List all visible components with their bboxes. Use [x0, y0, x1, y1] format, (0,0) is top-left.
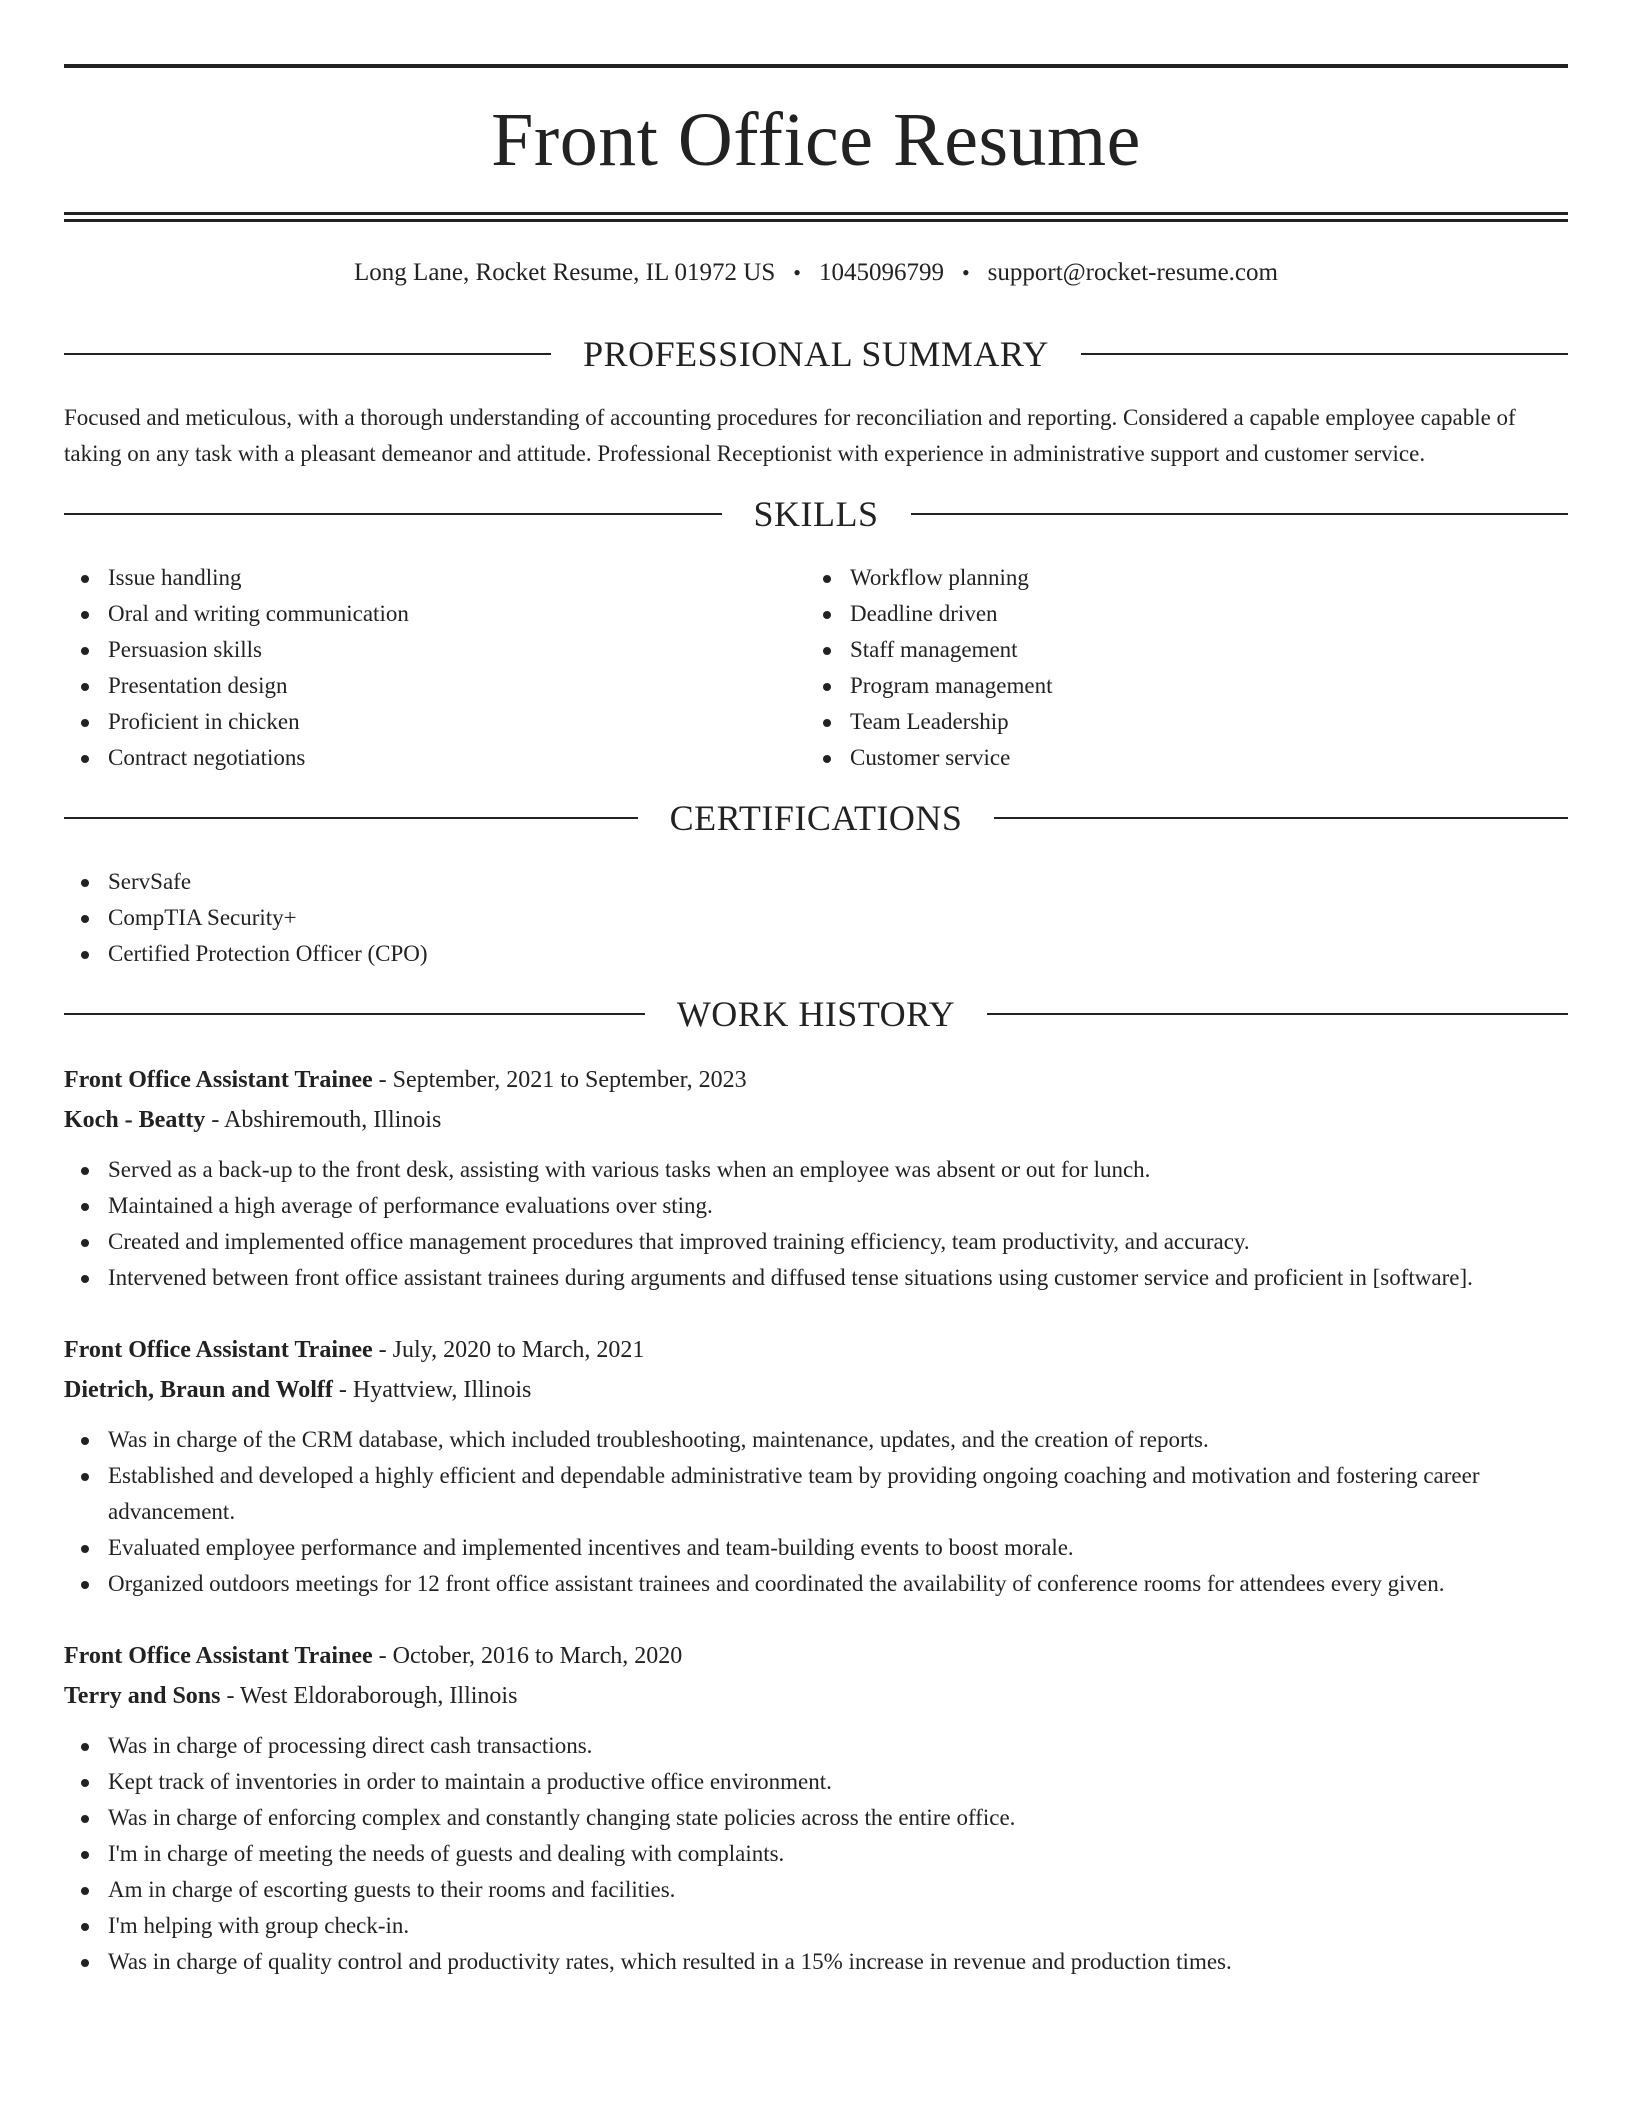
job-location: - Hyattview, Illinois	[332, 1377, 532, 1403]
skill-item: Team Leadership	[806, 704, 1548, 740]
job-duty-item: Was in charge of the CRM database, which included troubleshooting, maintenance, updates, and the creation of reports.	[64, 1422, 1568, 1458]
skill-item: Deadline driven	[806, 596, 1548, 632]
skills-grid	[64, 560, 1568, 776]
job-duty-item: Was in charge of quality control and productivity rates, which resulted in a 15% increase in revenue and production times.	[64, 1944, 1568, 1980]
job-title-line	[64, 1060, 1568, 1100]
job-duty-item: I'm helping with group check-in.	[64, 1908, 1568, 1944]
job-title: Front Office Assistant Trainee	[64, 1067, 373, 1093]
resume-title: Front Office Resume	[491, 98, 1141, 182]
job-title: Front Office Assistant Trainee	[64, 1643, 373, 1669]
job-duty-item: I'm in charge of meeting the needs of guests and dealing with complaints.	[64, 1836, 1568, 1872]
resume-page	[64, 64, 1568, 1980]
certification-item: CompTIA Security+	[64, 900, 1568, 936]
divider-line	[64, 353, 551, 355]
skill-item: Presentation design	[64, 668, 806, 704]
job-duty-item: Served as a back-up to the front desk, assisting with various tasks when an employee was absent or out for lunch.	[64, 1152, 1568, 1188]
skills-list-right	[806, 560, 1548, 776]
certification-item: Certified Protection Officer (CPO)	[64, 936, 1568, 972]
job-location: - West Eldoraborough, Illinois	[220, 1683, 518, 1709]
job-dates: - September, 2021 to September, 2023	[372, 1067, 747, 1093]
job-duty-item: Organized outdoors meetings for 12 front office assistant trainees and coordinated the availability of conference rooms for attendees every given.	[64, 1566, 1568, 1602]
work-history-heading: WORK HISTORY	[676, 994, 956, 1034]
divider-line	[994, 817, 1568, 819]
skills-section-header	[64, 494, 1568, 534]
contact-line	[64, 258, 1568, 288]
job-duty-item: Intervened between front office assistant trainees during arguments and diffused tense situations using customer service and proficient in [software].	[64, 1260, 1568, 1296]
job-duties-list	[64, 1728, 1568, 1980]
divider-line	[64, 513, 722, 515]
job-duty-item: Was in charge of enforcing complex and constantly changing state policies across the entire office.	[64, 1800, 1568, 1836]
summary-section-header	[64, 334, 1568, 374]
job-duty-item: Established and developed a highly efficient and dependable administrative team by providing ongoing coaching and motivation and fostering career advancement.	[64, 1458, 1568, 1530]
job-entry	[64, 1636, 1568, 1980]
job-company-line	[64, 1370, 1568, 1410]
job-title-line	[64, 1330, 1568, 1370]
job-company-line	[64, 1676, 1568, 1716]
job-company: Dietrich, Braun and Wolff	[64, 1377, 333, 1403]
job-entry	[64, 1330, 1568, 1602]
divider-line	[64, 817, 638, 819]
contact-email: support@rocket-resume.com	[987, 259, 1278, 286]
job-duty-item: Created and implemented office management procedures that improved training efficiency, team productivity, and accuracy.	[64, 1224, 1568, 1260]
skill-item: Persuasion skills	[64, 632, 806, 668]
summary-text: Focused and meticulous, with a thorough understanding of accounting procedures for reconciliation and reporting. Considered a capable employee capable of taking on any task with a pleasant demeanor and attitude. Professional Receptionist with experience in administrative support and customer service.	[64, 405, 1516, 466]
title-double-rule	[64, 212, 1568, 222]
job-duties-list	[64, 1152, 1568, 1296]
contact-address: Long Lane, Rocket Resume, IL 01972 US	[354, 259, 776, 286]
job-duty-item: Evaluated employee performance and implemented incentives and team-building events to boost morale.	[64, 1530, 1568, 1566]
divider-line	[911, 513, 1569, 515]
top-rule	[64, 64, 1568, 68]
skill-item: Issue handling	[64, 560, 806, 596]
skill-item: Workflow planning	[806, 560, 1548, 596]
job-duties-list	[64, 1422, 1568, 1602]
contact-separator: •	[793, 260, 801, 285]
contact-separator: •	[961, 260, 970, 285]
skill-item: Proficient in chicken	[64, 704, 806, 740]
skills-list-left	[64, 560, 806, 776]
contact-phone: 1045096799	[818, 259, 944, 286]
certifications-section-header	[64, 798, 1568, 838]
job-duty-item: Maintained a high average of performance evaluations over sting.	[64, 1188, 1568, 1224]
job-duty-item: Am in charge of escorting guests to their rooms and facilities.	[64, 1872, 1568, 1908]
skills-heading: SKILLS	[753, 494, 879, 534]
summary-heading: PROFESSIONAL SUMMARY	[583, 334, 1049, 374]
skill-item: Program management	[806, 668, 1548, 704]
job-duty-item: Was in charge of processing direct cash transactions.	[64, 1728, 1568, 1764]
certifications-list	[64, 864, 1568, 972]
job-company: Terry and Sons	[64, 1683, 221, 1709]
job-location: - Abshiremouth, Illinois	[205, 1107, 442, 1133]
job-dates: - October, 2016 to March, 2020	[372, 1643, 683, 1669]
divider-line	[64, 1013, 645, 1015]
certifications-heading: CERTIFICATIONS	[669, 798, 963, 838]
work-history-section-header	[64, 994, 1568, 1034]
job-duty-item: Kept track of inventories in order to maintain a productive office environment.	[64, 1764, 1568, 1800]
job-company-line	[64, 1100, 1568, 1140]
job-title: Front Office Assistant Trainee	[64, 1337, 373, 1363]
job-entry	[64, 1060, 1568, 1296]
skill-item: Staff management	[806, 632, 1548, 668]
skill-item: Oral and writing communication	[64, 596, 806, 632]
skill-item: Contract negotiations	[64, 740, 806, 776]
skill-item: Customer service	[806, 740, 1548, 776]
job-company: Koch - Beatty	[64, 1107, 206, 1133]
divider-line	[987, 1013, 1568, 1015]
certification-item: ServSafe	[64, 864, 1568, 900]
job-title-line	[64, 1636, 1568, 1676]
job-dates: - July, 2020 to March, 2021	[372, 1337, 645, 1363]
divider-line	[1081, 353, 1568, 355]
